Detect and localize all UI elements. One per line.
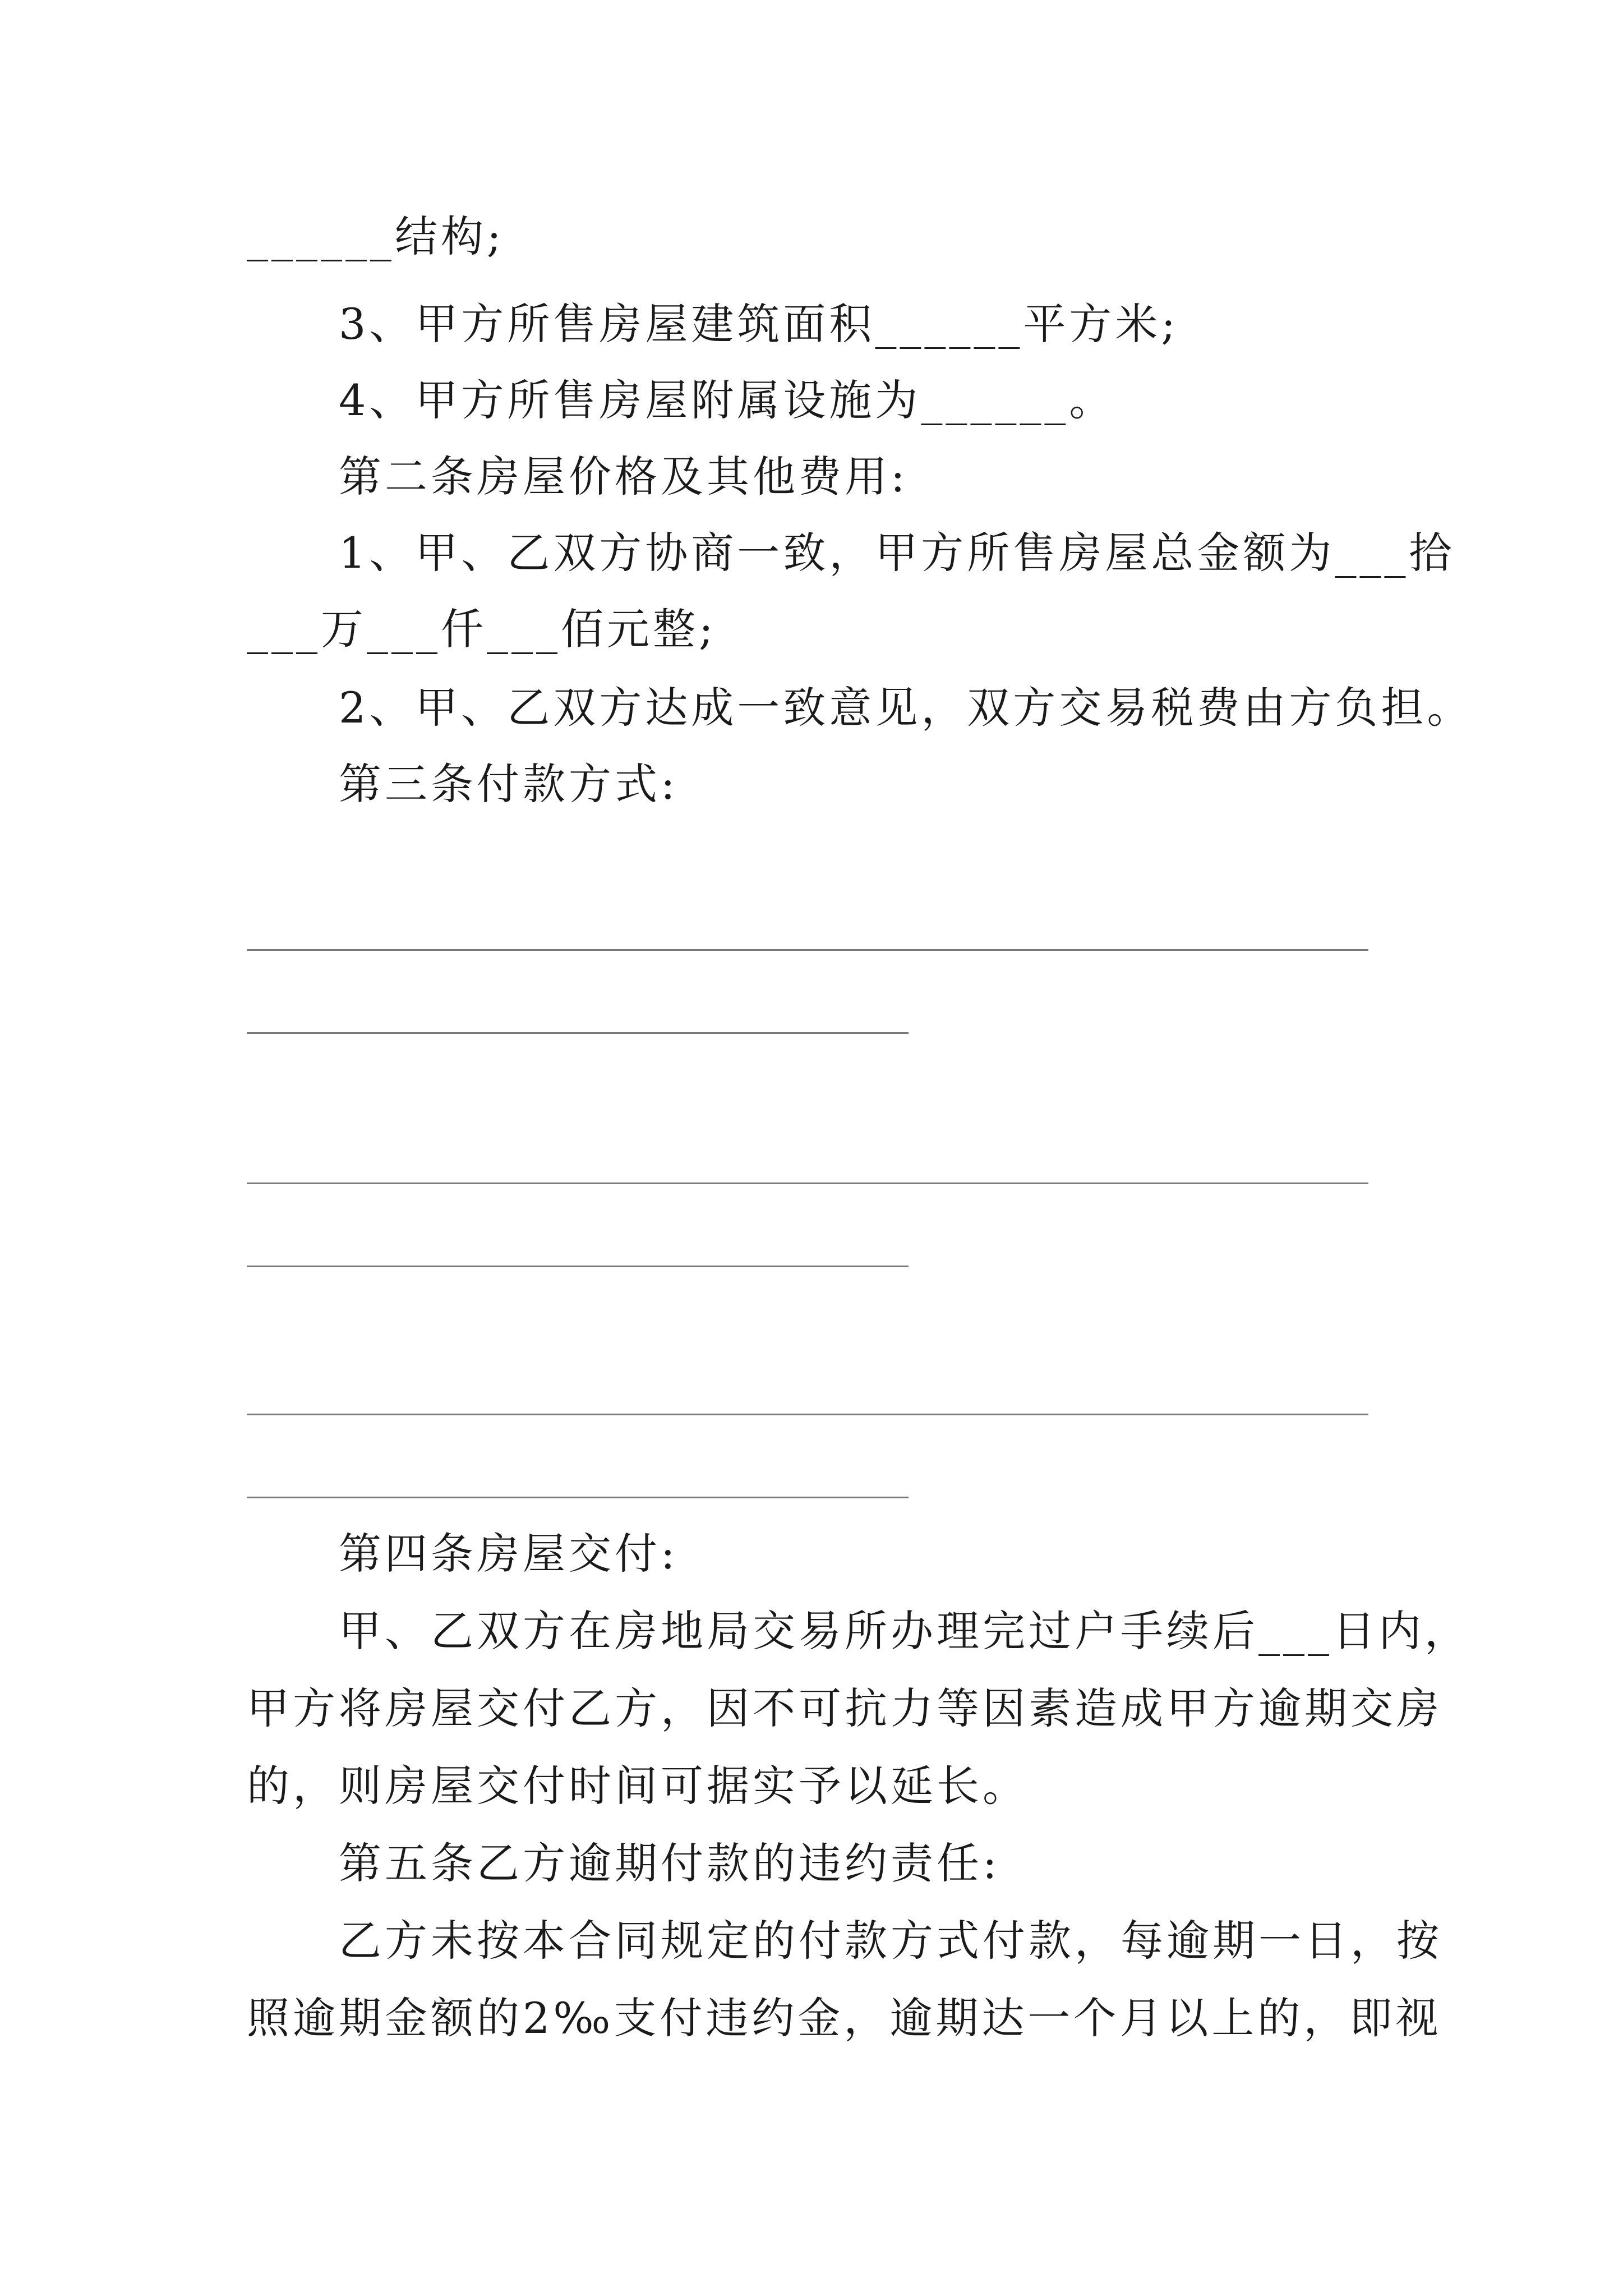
blank-line [247, 949, 1368, 951]
text-clause-taxes: 2、甲、乙双方达成一致意见，双方交易税费由方负担。 [339, 683, 1473, 733]
text-clause-price-cont: ___万___仟___佰元整; [247, 604, 717, 654]
heading-article-3: 第三条付款方式: [339, 759, 679, 809]
blank-line [247, 1414, 1368, 1415]
text-clause-price: 1、甲、乙双方协商一致，甲方所售房屋总金额为___拾 [339, 528, 1455, 578]
blank-line [247, 1266, 909, 1267]
text-delivery-3: 的，则房屋交付时间可据实予以延长。 [247, 1761, 1029, 1811]
heading-article-2: 第二条房屋价格及其他费用: [339, 452, 909, 501]
text-penalty-1: 乙方未按本合同规定的付款方式付款，每逾期一日，按 [339, 1916, 1442, 1966]
blank-line [247, 1032, 909, 1034]
blank-line [247, 1497, 909, 1498]
text-penalty-2: 照逾期金额的2‰支付违约金，逾期达一个月以上的，即视 [247, 1993, 1442, 2043]
blank-line [247, 1182, 1368, 1184]
text-structure-line: ______结构; [247, 211, 505, 261]
heading-article-5: 第五条乙方逾期付款的违约责任: [339, 1838, 1000, 1888]
text-clause-facilities: 4、甲方所售房屋附属设施为______。 [339, 375, 1115, 425]
text-delivery-1: 甲、乙双方在房地局交易所办理完过户手续后___日内， [339, 1606, 1470, 1656]
text-delivery-2: 甲方将房屋交付乙方，因不可抗力等因素造成甲方逾期交房 [247, 1683, 1442, 1733]
text-clause-area: 3、甲方所售房屋建筑面积______平方米; [339, 299, 1179, 349]
heading-article-4: 第四条房屋交付: [339, 1529, 679, 1579]
